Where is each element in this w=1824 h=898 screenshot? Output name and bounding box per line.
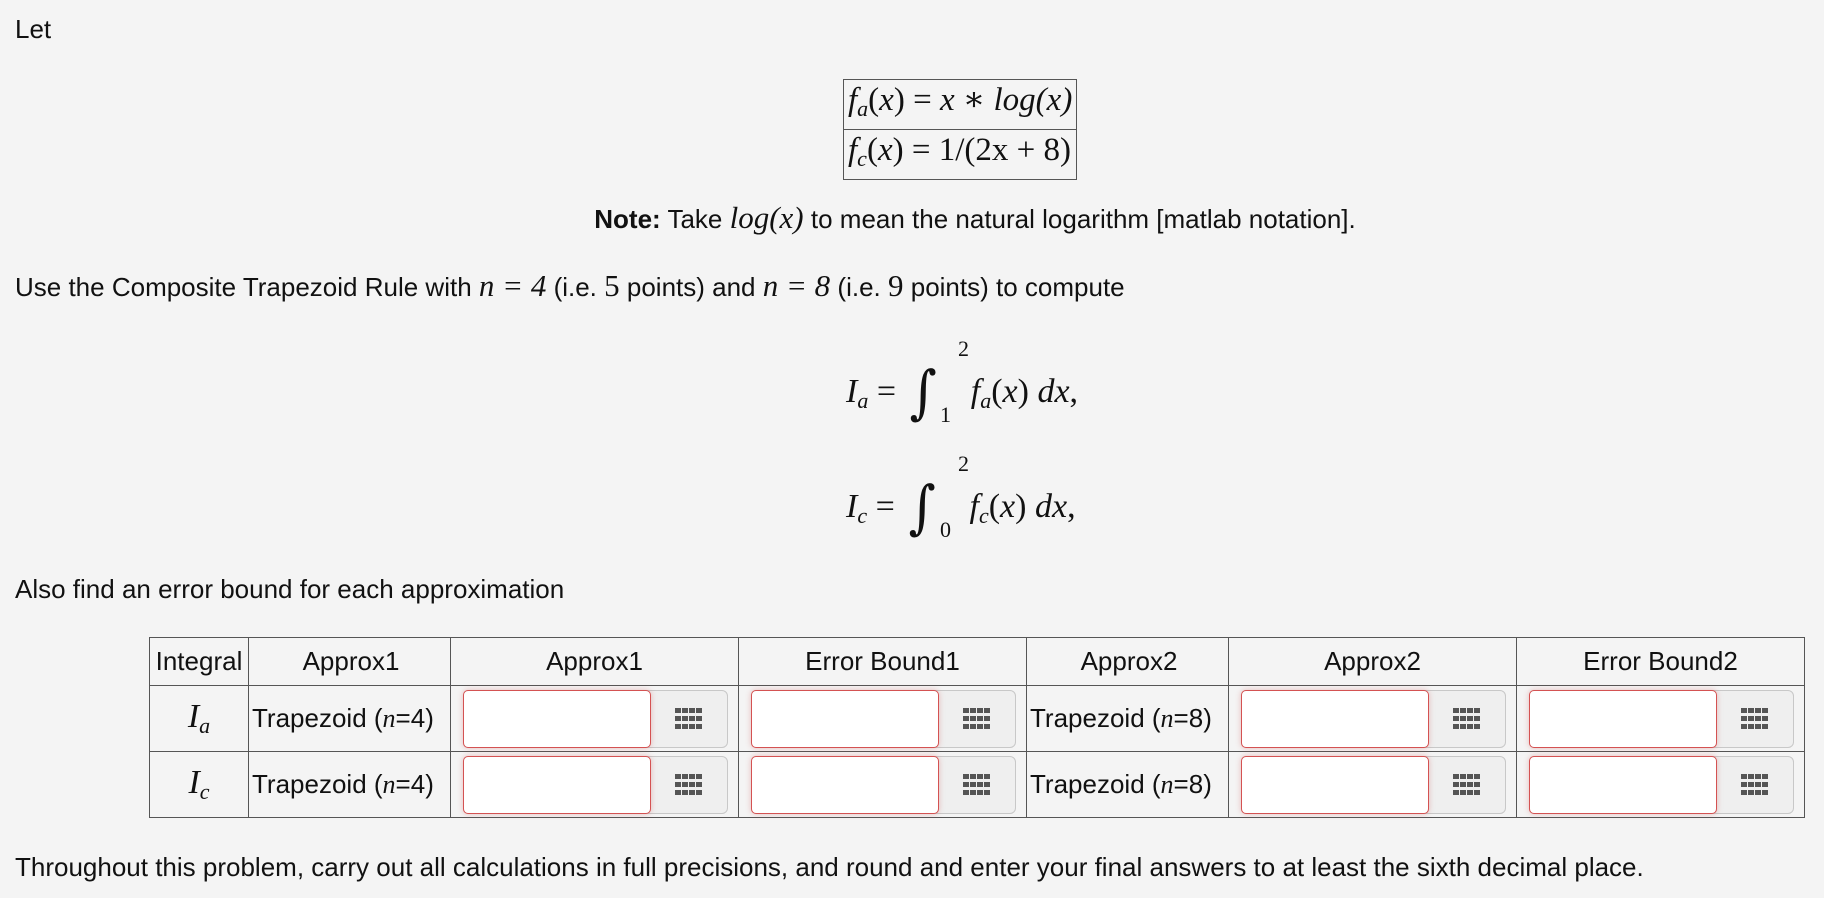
table-row <box>150 752 1805 818</box>
integral-a-sub: a <box>857 388 869 413</box>
instruction-pre: Use the Composite Trapezoid Rule with <box>15 272 472 302</box>
instruction-post: points) to compute <box>910 272 1125 302</box>
note-post: to mean the natural logarithm [matlab notation]. <box>810 204 1356 234</box>
error-bound-instruction: Also find an error bound for each approximation <box>15 574 565 604</box>
keypad-icon[interactable] <box>651 691 727 747</box>
header-error-bound1: Error Bound1 <box>739 638 1027 686</box>
integral-c-sub: c <box>857 503 868 528</box>
row-method1: Trapezoid (n=4) <box>249 752 451 818</box>
keypad-icon[interactable] <box>939 757 1015 813</box>
keypad-icon[interactable] <box>1429 757 1505 813</box>
integral-a-lower: 1 <box>940 402 951 427</box>
instruction-points1: 5 <box>604 268 620 303</box>
error-bound1-input[interactable] <box>751 690 939 748</box>
rounding-instruction: Throughout this problem, carry out all calculations in full precisions, and round and enter your final answers to at least the sixth decimal place. <box>15 852 1644 882</box>
keypad-icon[interactable] <box>1717 691 1793 747</box>
approx1-answer-cell <box>451 686 739 752</box>
instruction-text <box>15 268 1125 304</box>
approx2-input[interactable] <box>1241 690 1429 748</box>
instruction-n2: n = 8 <box>762 268 831 303</box>
function-fa: $f_a(x) = x$ ∗ log(x) <box>848 82 1073 121</box>
integral-c-upper: 2 <box>958 451 969 476</box>
approx2-answer-cell <box>1229 752 1517 818</box>
keypad-icon[interactable] <box>1429 691 1505 747</box>
error1-answer-cell <box>739 752 1027 818</box>
function-fc-rhs: 1/(2x + 8) <box>938 132 1071 168</box>
instruction-mid3: (i.e. <box>837 272 881 302</box>
integral-c-lower: 0 <box>940 517 951 542</box>
answer-field <box>1529 690 1794 748</box>
approx1-input[interactable] <box>463 756 651 814</box>
note-label: Note: <box>594 204 661 234</box>
instruction-points2: 9 <box>888 268 904 303</box>
table-header-row <box>150 638 1805 686</box>
note-pre: Take <box>667 204 723 234</box>
note-text <box>0 200 1824 236</box>
header-integral: Integral <box>150 638 249 686</box>
answer-field <box>463 756 728 814</box>
error2-answer-cell <box>1517 686 1805 752</box>
integral-a: $I_a$ = ∫ 2 1 $f_a(x)$ dx, <box>846 336 1079 427</box>
answer-field <box>1241 756 1506 814</box>
header-approx2-method: Approx2 <box>1027 638 1229 686</box>
table-row <box>150 686 1805 752</box>
function-fc: $f_c(x) = 1/(2x + 8)$ <box>844 129 1076 179</box>
answer-field <box>463 690 728 748</box>
instruction-mid1: (i.e. <box>553 272 597 302</box>
error1-answer-cell <box>739 686 1027 752</box>
header-approx1-value: Approx1 <box>451 638 739 686</box>
approx1-answer-cell <box>451 752 739 818</box>
note-math: log(x) <box>729 200 804 235</box>
approx2-answer-cell <box>1229 686 1517 752</box>
answer-field <box>1241 690 1506 748</box>
integral-c: $I_c$ = ∫ 2 0 $f_c(x)$ dx, <box>846 451 1076 542</box>
answer-field <box>751 690 1016 748</box>
error2-answer-cell <box>1517 752 1805 818</box>
row-integral-label: $I_c$ <box>150 752 249 818</box>
error-bound2-input[interactable] <box>1529 756 1717 814</box>
keypad-icon[interactable] <box>1717 757 1793 813</box>
keypad-icon[interactable] <box>651 757 727 813</box>
keypad-icon[interactable] <box>939 691 1015 747</box>
header-approx2-value: Approx2 <box>1229 638 1517 686</box>
header-error-bound2: Error Bound2 <box>1517 638 1805 686</box>
function-definitions <box>843 79 1077 180</box>
function-fa-rhs: x ∗ log(x) <box>939 82 1073 118</box>
results-table <box>149 637 1805 818</box>
error-bound1-input[interactable] <box>751 756 939 814</box>
answer-field <box>1529 756 1794 814</box>
instruction-mid2: points) and <box>626 272 756 302</box>
integral-a-upper: 2 <box>958 336 969 361</box>
error-bound2-input[interactable] <box>1529 690 1717 748</box>
answer-field <box>751 756 1016 814</box>
approx2-input[interactable] <box>1241 756 1429 814</box>
row-method1: Trapezoid (n=4) <box>249 686 451 752</box>
instruction-n1: n = 4 <box>478 268 547 303</box>
approx1-input[interactable] <box>463 690 651 748</box>
row-integral-label: $I_a$ <box>150 686 249 752</box>
header-approx1-method: Approx1 <box>249 638 451 686</box>
row-method2: Trapezoid (n=8) <box>1027 686 1229 752</box>
row-method2: Trapezoid (n=8) <box>1027 752 1229 818</box>
intro-text: Let <box>15 14 52 44</box>
